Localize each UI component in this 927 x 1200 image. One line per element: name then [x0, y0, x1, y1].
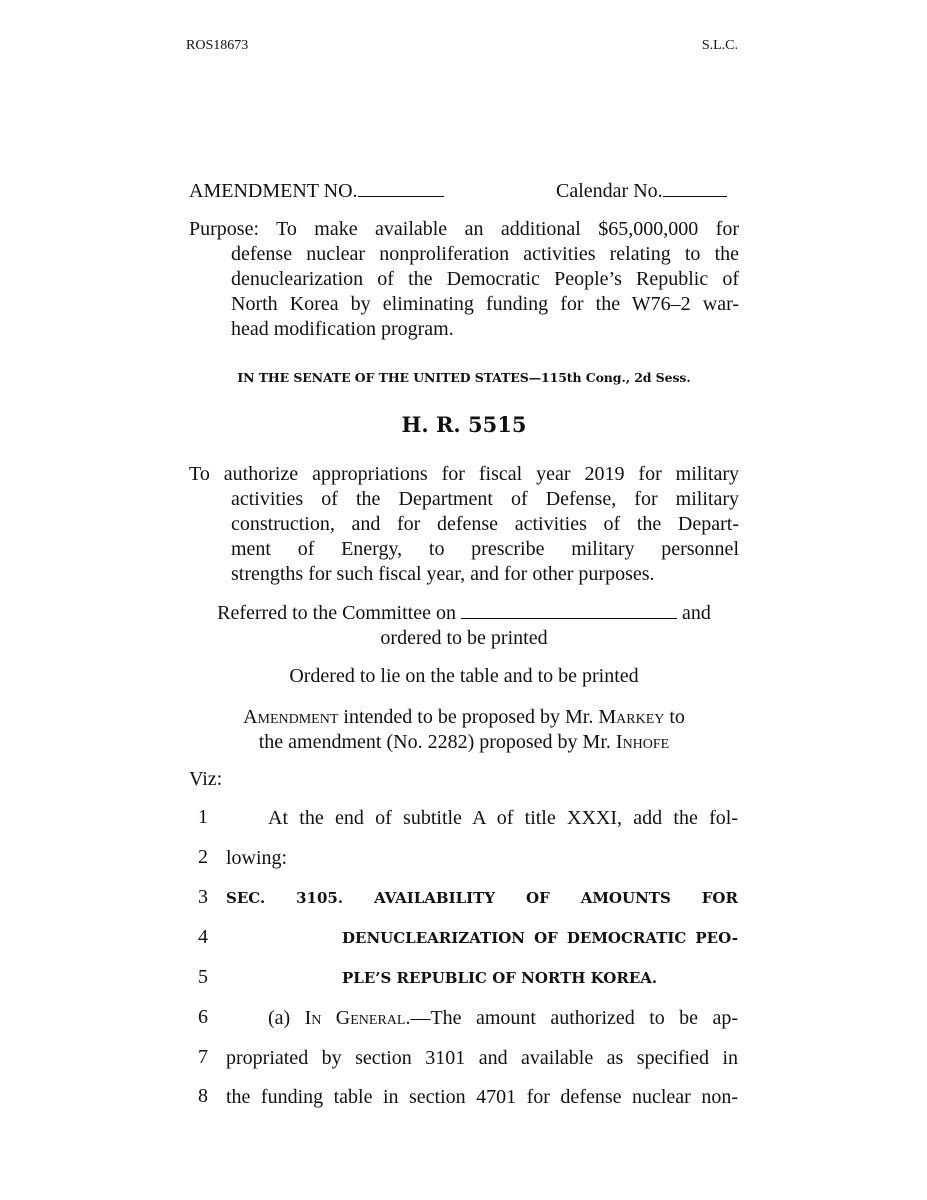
line-number: 4: [198, 926, 208, 948]
referred-line-1: Referred to the Committee on and: [217, 602, 711, 624]
ordered-line: Ordered to lie on the table and to be printed: [289, 665, 639, 687]
line-number: 6: [198, 1006, 208, 1028]
purpose-block: [189, 217, 739, 342]
referred-line-2: ordered to be printed: [380, 627, 548, 649]
intended-line-1: Amendment intended to be proposed by Mr. Markey to: [243, 706, 685, 728]
line-number: 2: [198, 846, 208, 868]
line-number: 7: [198, 1046, 208, 1068]
amendment-number-line: [189, 178, 739, 204]
viz-label: Viz:: [189, 768, 223, 790]
line-number: 8: [198, 1085, 208, 1107]
line-number: 3: [198, 886, 208, 908]
committee-blank: [461, 600, 677, 619]
bill-title-line-3: construction, and for defense activities of the Depart-: [231, 513, 739, 535]
body-line-2: lowing:: [226, 847, 288, 869]
purpose-line-1: Purpose: To make available an additional $65,000,000 for: [189, 218, 739, 240]
line-number: 5: [198, 966, 208, 988]
intended-block: [189, 705, 739, 755]
body-line-6: (a) In General.—The amount authorized to be ap-: [268, 1007, 738, 1029]
body-line-7: propriated by section 3101 and available as specified in: [226, 1047, 738, 1069]
section-heading-line-3: PLE’S REPUBLIC OF NORTH KOREA.: [342, 969, 658, 987]
purpose-line-4: North Korea by eliminating funding for the W76–2 war-: [231, 293, 739, 315]
bill-title-block: [189, 462, 739, 587]
bill-title-line-4: ment of Energy, to prescribe military personnel: [231, 538, 739, 560]
line-number: 1: [198, 806, 208, 828]
bill-number: H. R. 5515: [401, 412, 527, 437]
purpose-line-2: defense nuclear nonproliferation activities relating to the: [231, 243, 739, 265]
body-line-8: the funding table in section 4701 for defense nuclear non-: [226, 1086, 738, 1108]
senate-line: IN THE SENATE OF THE UNITED STATES—115th Cong., 2d Sess.: [237, 370, 691, 385]
section-heading-line-2: DENUCLEARIZATION OF DEMOCRATIC PEO-: [342, 929, 738, 947]
body-line-1: At the end of subtitle A of title XXXI, add the fol-: [268, 807, 738, 829]
purpose-line-5: head modification program.: [231, 318, 454, 340]
bill-title-line-5: strengths for such fiscal year, and for other purposes.: [231, 563, 655, 585]
amendment-no-blank: [358, 178, 444, 197]
slc-label: S.L.C.: [701, 38, 738, 53]
referred-block: [189, 600, 739, 651]
intended-line-2: the amendment (No. 2282) proposed by Mr. Inhofe: [258, 731, 670, 753]
amendment-no-label: AMENDMENT NO.: [189, 180, 358, 202]
in-general-heading: In General.: [304, 1007, 411, 1029]
bill-title-line-2: activities of the Department of Defense, for military: [231, 488, 739, 510]
calendar-no-blank: [663, 178, 727, 197]
document-id: ROS18673: [186, 38, 249, 53]
purpose-label: Purpose:: [189, 218, 259, 240]
bill-title-line-1: To authorize appropriations for fiscal year 2019 for military: [189, 463, 739, 485]
purpose-line-3: denuclearization of the Democratic People’s Republic of: [231, 268, 739, 290]
calendar-no-label: Calendar No.: [556, 180, 663, 202]
section-heading-line-1: SEC. 3105. AVAILABILITY OF AMOUNTS FOR: [226, 889, 738, 907]
